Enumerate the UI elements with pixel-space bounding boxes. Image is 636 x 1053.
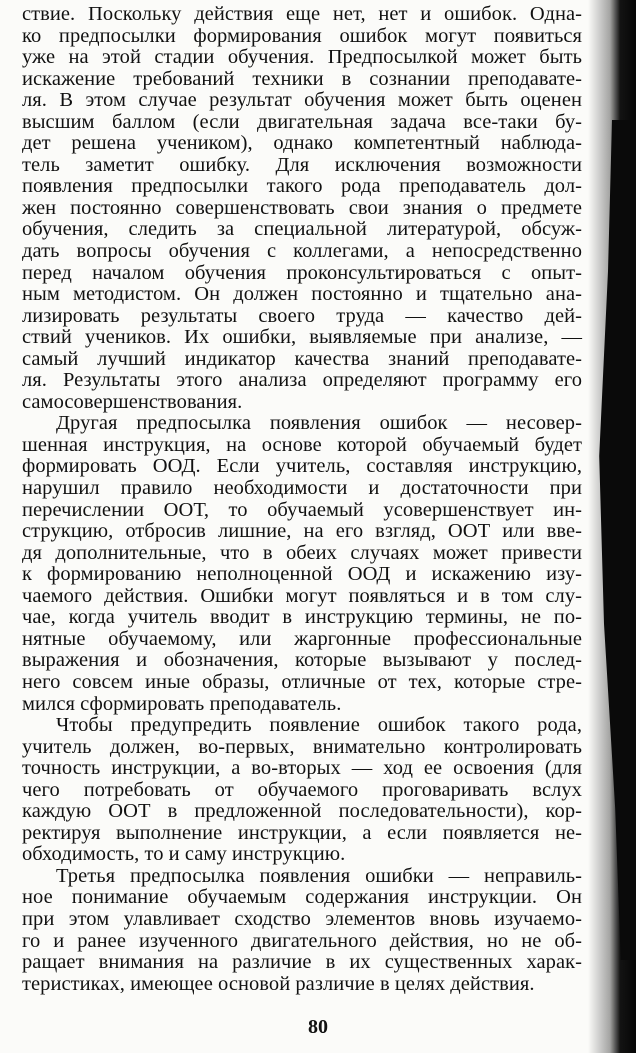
text-line: ко предпосылки формирования ошибок могут появиться <box>22 24 582 47</box>
text-line: при этом улавливает сходство элементов вновь изучаемо- <box>22 907 582 930</box>
text-line: искажение требований техники в сознании преподавате- <box>22 67 582 90</box>
text-line: высшим баллом (если двигательная задача все-таки бу- <box>22 110 582 133</box>
text-line: самосовершенствования. <box>22 390 243 413</box>
body-text <box>22 4 582 995</box>
text-line: перед началом обучения проконсультироваться с опыт- <box>22 261 582 284</box>
text-line: появления предпосылки такого рода преподаватель дол- <box>22 175 582 198</box>
text-line: струкцию, отбросив лишние, на его взгляд, ООТ или вве- <box>22 520 582 543</box>
paragraph <box>22 866 582 995</box>
text-line: мился сформировать преподаватель. <box>22 692 342 715</box>
text-line: перечислении ООТ, то обучаемый усовершенствует ин- <box>22 498 582 521</box>
text-line: ля. В этом случае результат обучения может быть оценен <box>22 89 582 112</box>
text-line: нарушил правило необходимости и достаточности при <box>22 477 582 500</box>
text-line: ствий учеников. Их ошибки, выявляемые при анализе, — <box>22 326 582 349</box>
text-line: жен постоянно совершенствовать свои знания о предмете <box>22 196 582 219</box>
text-line: чего потребовать от обучаемого проговаривать вслух <box>22 778 582 801</box>
text-line: шенная инструкция, на основе которой обучаемый будет <box>22 433 582 456</box>
text-line: Третья предпосылка появления ошибки — неправиль- <box>56 864 582 887</box>
text-line: ное понимание обучаемым содержания инструкции. Он <box>22 886 582 909</box>
text-line: обучения, следить за специальной литературой, обсуж- <box>22 218 582 241</box>
paragraph <box>22 413 582 715</box>
text-line: чаемого действия. Ошибки могут появляться и в том слу- <box>22 584 582 607</box>
text-line: дать вопросы обучения с коллегами, а непосредственно <box>22 240 582 263</box>
text-line: дя дополнительные, что в обеих случаях может привести <box>22 541 582 564</box>
text-line: каждую ООТ в предложенной последовательности), кор- <box>22 800 582 823</box>
text-line: уже на этой стадии обучения. Предпосылкой может быть <box>22 46 582 69</box>
text-line: учитель должен, во-первых, внимательно контролировать <box>22 735 582 758</box>
text-line: дет решена учеником), однако компетентный наблюда- <box>22 132 582 155</box>
page-number: 80 <box>308 1016 328 1038</box>
text-line: точность инструкции, а во-вторых — ход ее освоения (для <box>22 757 582 780</box>
text-line: него совсем иные образы, отличные от тех, которые стре- <box>22 670 582 693</box>
text-line: ным методистом. Он должен постоянно и тщательно ана- <box>22 283 582 306</box>
text-line: ректируя выполнение инструкции, а если появляется не- <box>22 821 582 844</box>
text-line: Другая предпосылка появления ошибок — несовер- <box>56 412 582 435</box>
text-line: ращает внимания на различие в их существенных харак- <box>22 951 582 974</box>
text-line: Чтобы предупредить появление ошибок такого рода, <box>56 714 582 737</box>
text-line: самый лучший индикатор качества знаний преподавате- <box>22 347 582 370</box>
text-line: ствие. Поскольку действия еще нет, нет и ошибок. Одна- <box>22 3 582 25</box>
text-line: лизировать результаты своего труда — качество дей- <box>22 304 582 327</box>
text-line: го и ранее изученного двигательного действия, но не об- <box>22 929 582 952</box>
paragraph <box>22 4 582 413</box>
text-line: к формированию неполноценной ООД и искажению изу- <box>22 563 582 586</box>
text-line: чае, когда учитель вводит в инструкцию термины, не по- <box>22 606 582 629</box>
text-line: обходимость, то и саму инструкцию. <box>22 843 346 866</box>
paragraph <box>22 715 582 866</box>
text-line: выражения и обозначения, которые вызывают у послед- <box>22 649 582 672</box>
text-line: формировать ООД. Если учитель, составляя инструкцию, <box>22 455 582 478</box>
text-line: теристиках, имеющее основой различие в целях действия. <box>22 972 535 995</box>
text-line: нятные обучаемому, или жаргонные профессиональные <box>22 627 582 650</box>
text-line: тель заметит ошибку. Для исключения возможности <box>22 153 582 176</box>
text-line: ля. Результаты этого анализа определяют программу его <box>22 369 582 392</box>
